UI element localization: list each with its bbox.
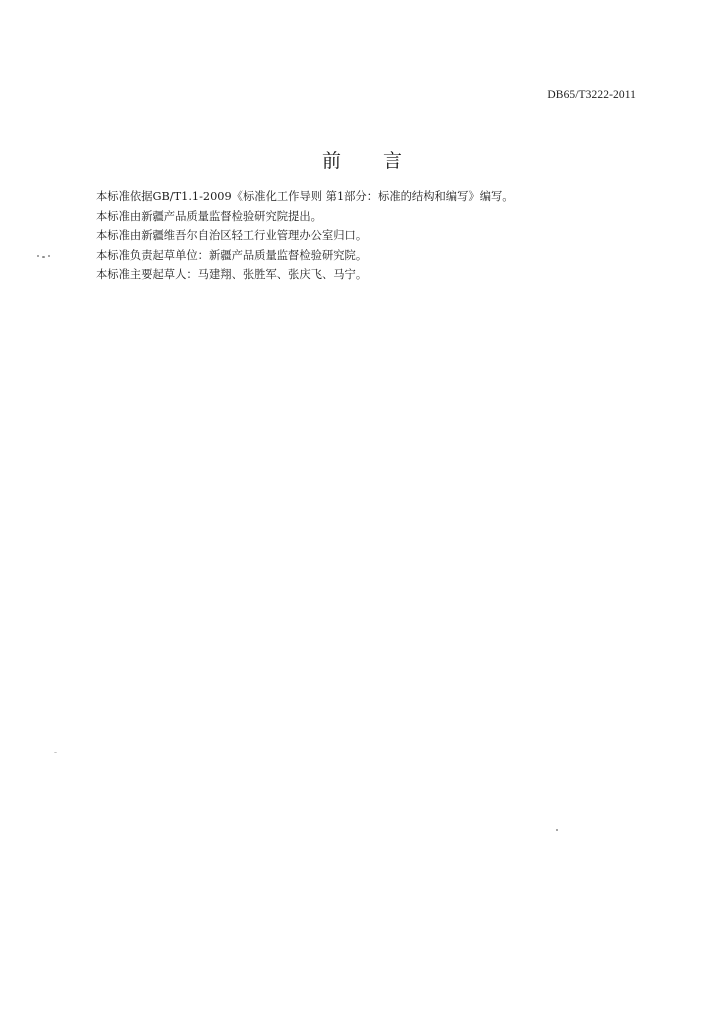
foreword-heading-char-1: 前 (321, 150, 341, 172)
foreword-heading (0, 146, 724, 173)
foreword-line-drafters: 本标准主要起草人：马建翔、张胜军、张庆飞、马宁。 (96, 268, 368, 282)
foreword-line-administrator: 本标准由新疆维吾尔自治区轻工行业管理办公室归口。 (96, 229, 368, 243)
foreword-line-drafting-basis: 本标准依据GB/T1.1-2009《标准化工作导则 第1部分：标准的结构和编写》编写。 (96, 190, 514, 203)
foreword-line-drafting-unit: 本标准负责起草单位：新疆产品质量监督检验研究院。 (96, 248, 368, 262)
scan-speck (556, 829, 558, 831)
scan-speck (37, 255, 39, 257)
standard-code: DB65/T3222-2011 (547, 89, 636, 101)
foreword-line-proposer: 本标准由新疆产品质量监督检验研究院提出。 (96, 209, 322, 223)
scan-speck (54, 752, 57, 753)
foreword-heading-char-2: 言 (383, 150, 403, 172)
foreword-body (96, 187, 656, 285)
scan-speck (48, 255, 50, 257)
scan-speck (42, 256, 45, 258)
